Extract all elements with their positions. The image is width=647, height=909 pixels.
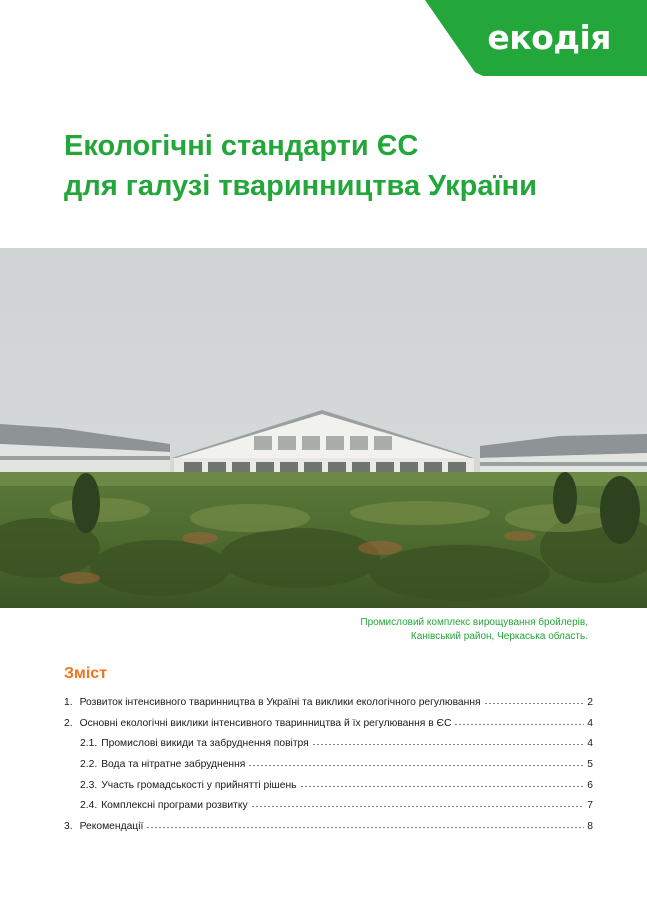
toc-item-label: Участь громадськості у прийнятті рішень <box>101 779 297 791</box>
toc-item-label: Рекомендації <box>79 821 144 833</box>
toc-item-2-1[interactable] <box>64 738 593 759</box>
toc-item-2-3[interactable] <box>64 780 593 801</box>
toc-item-page: 7 <box>587 800 593 812</box>
table-of-contents <box>64 697 593 842</box>
toc-item-label: Основні екологічні виклики інтенсивного тваринництва й їх регулювання в ЄС <box>79 717 452 729</box>
toc-item-page: 4 <box>587 738 593 750</box>
toc-item-2[interactable] <box>64 718 593 739</box>
toc-item-page: 6 <box>587 779 593 791</box>
toc-item-2-2[interactable] <box>64 759 593 780</box>
toc-item-number: 2.1. <box>80 738 98 750</box>
toc-item-page: 4 <box>587 717 593 729</box>
toc-item-number: 2.4. <box>80 800 98 812</box>
toc-item-3[interactable] <box>64 821 593 842</box>
title-line-2: для галузі тваринництва України <box>64 170 537 202</box>
toc-heading: Зміст <box>64 665 108 682</box>
page-title <box>64 126 537 206</box>
toc-item-label: Розвиток інтенсивного тваринництва в Україні та виклики екологічного регулювання <box>79 697 481 708</box>
toc-leader-dots <box>300 780 584 788</box>
toc-item-number: 3. <box>64 821 73 833</box>
toc-item-label: Комплексні програми розвитку <box>101 800 248 812</box>
toc-leader-dots <box>454 718 584 726</box>
toc-leader-dots <box>251 800 584 808</box>
title-line-1: Екологічні стандарти ЄС <box>64 130 419 162</box>
toc-item-number: 2.2. <box>80 759 98 771</box>
toc-leader-dots <box>484 697 584 705</box>
photo-caption <box>360 616 588 644</box>
toc-item-page: 5 <box>587 759 593 771</box>
caption-line-1: Промисловий комплекс вирощування бройлерів, <box>360 617 588 628</box>
cover-photo <box>0 248 647 608</box>
toc-leader-dots <box>146 821 584 829</box>
toc-item-label: Промислові викиди та забруднення повітря <box>101 738 309 750</box>
toc-leader-dots <box>248 759 584 767</box>
brand-logo: екодія <box>487 18 611 57</box>
toc-item-number: 2. <box>64 717 73 729</box>
toc-item-2-4[interactable] <box>64 800 593 821</box>
toc-item-number: 2.3. <box>80 779 98 791</box>
toc-item-label: Вода та нітратне забруднення <box>101 759 246 771</box>
toc-leader-dots <box>312 738 584 746</box>
toc-item-number: 1. <box>64 697 73 708</box>
caption-line-2: Канівський район, Черкаська область. <box>410 631 588 642</box>
toc-item-page: 8 <box>587 821 593 833</box>
toc-item-page: 2 <box>587 697 593 708</box>
toc-item-1[interactable] <box>64 697 593 718</box>
